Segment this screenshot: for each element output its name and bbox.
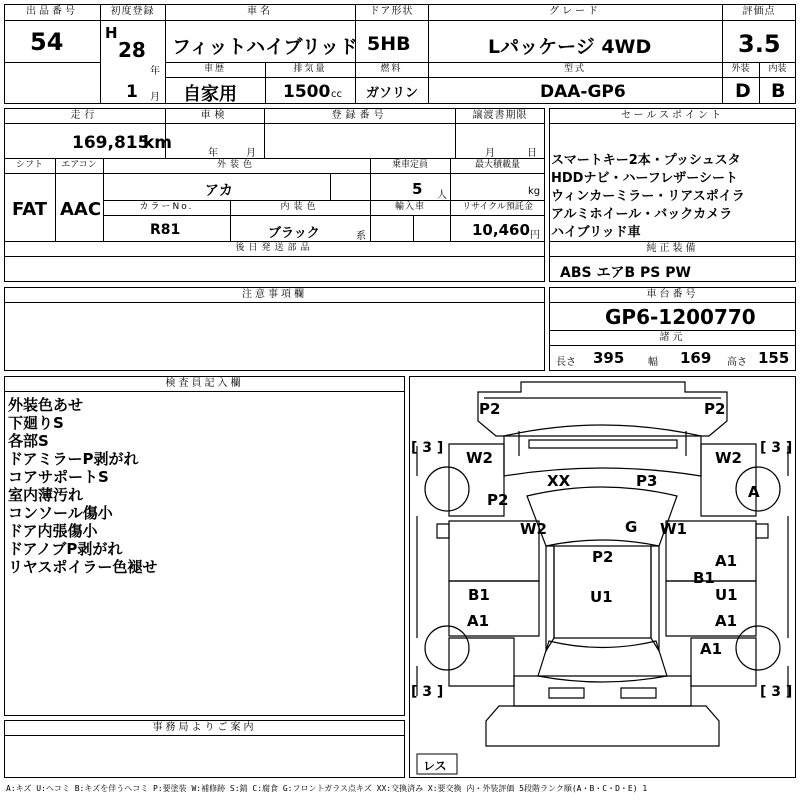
interior-grade: B xyxy=(771,80,786,102)
mark-right-rear-quarter: A1 xyxy=(715,612,738,630)
lot-number: 54 xyxy=(30,28,64,56)
tire-front-left: [ 3 ] xyxy=(411,440,444,456)
displacement-label: 排気量 xyxy=(293,64,327,74)
sales-line-4: アルミホイール・バックカメラ xyxy=(551,207,733,222)
car-name: フィットハイブリッド xyxy=(172,36,359,58)
mark-right-sill: B1 xyxy=(693,569,715,587)
month-unit: 月 xyxy=(150,92,160,103)
fuel: ガソリン xyxy=(366,86,419,101)
chassis-label: 車台番号 xyxy=(646,289,699,300)
int-color-unit: 系 xyxy=(356,231,366,242)
recycle-label: リサイクル預託金 xyxy=(462,202,533,212)
mileage-unit: km xyxy=(143,133,173,153)
sales-line-3: ウィンカーミラー・リアスポイラ xyxy=(551,189,745,204)
transfer-day: 日 xyxy=(527,148,537,159)
score-label: 評価点 xyxy=(742,6,776,17)
grade-label: グレード xyxy=(549,6,601,17)
exterior-grade: D xyxy=(735,80,751,102)
color-no-label: カラーNo. xyxy=(139,202,194,212)
ext-color: アカ xyxy=(205,183,233,199)
int-color-label: 内装色 xyxy=(280,202,320,212)
car-diagram xyxy=(409,376,796,778)
history-label: 車歴 xyxy=(203,64,226,74)
tire-front-left-value: 3 xyxy=(422,440,433,456)
inspector-line-2: 下廻りS xyxy=(8,414,64,432)
load-unit: kg xyxy=(528,186,541,197)
inspector-label: 検査員記入欄 xyxy=(165,378,244,389)
legend: A:キズ U:ヘコミ B:キズを伴うヘコミ P:要塗装 W:補修跡 S:錆 C:腐食 G:フロントガラス点キズ XX:交換済み X:要交換 内・外装評価 5段階ランク順(A・B・C・D・E) 1 xyxy=(6,784,648,793)
later-parts-label: 後日発送部品 xyxy=(235,243,314,253)
mark-pillar-left: W2 xyxy=(520,520,547,538)
ac-label: エアコン xyxy=(61,160,97,170)
car-name-label: 車名 xyxy=(247,6,273,17)
width-label: 幅 xyxy=(648,357,658,368)
ac: AAC xyxy=(60,199,102,220)
mark-front-left: P2 xyxy=(479,400,501,418)
shift: FAT xyxy=(12,199,48,220)
transfer-label: 譲渡書期限 xyxy=(472,110,528,121)
mark-right-rear-wheel: A1 xyxy=(700,640,723,658)
first-reg-label: 初度登録 xyxy=(110,6,155,17)
era: H xyxy=(105,24,118,42)
inspection-label: 車検 xyxy=(200,110,229,121)
displacement-unit: cc xyxy=(331,89,342,100)
tire-rear-left: [ 3 ] xyxy=(411,684,444,700)
inspection-year-unit: 年 xyxy=(208,148,218,159)
mark-wheel-right: A xyxy=(748,483,760,501)
sales-line-2: HDDナビ・ハーフレザーシート xyxy=(551,171,739,186)
ext-color-label: 外装色 xyxy=(216,160,256,170)
height-label: 高さ xyxy=(727,357,747,368)
interior-label: 内装 xyxy=(768,64,787,74)
load-label: 最大積載量 xyxy=(474,160,520,170)
mark-pillar-right: W1 xyxy=(660,520,687,538)
shift-label: シフト xyxy=(15,160,43,170)
mark-front-right: P2 xyxy=(704,400,726,418)
mark-roof: P2 xyxy=(592,548,614,566)
inspector-line-1: 外装色あせ xyxy=(8,396,84,414)
equipment-value: ABS エアB PS PW xyxy=(560,265,691,281)
model-label: 型式 xyxy=(563,64,586,74)
mileage-label: 走行 xyxy=(70,110,99,121)
sales-line-5: ハイブリッド車 xyxy=(551,225,641,240)
mark-left-rear-door: B1 xyxy=(468,586,490,604)
tire-front-right-value: 3 xyxy=(771,440,782,456)
mark-roof-rear: U1 xyxy=(590,588,613,606)
tire-rear-left-value: 3 xyxy=(422,684,433,700)
year-unit: 年 xyxy=(150,66,160,77)
door-label: ドア形状 xyxy=(369,6,414,17)
score: 3.5 xyxy=(738,30,781,58)
mark-right-front-door: A1 xyxy=(715,552,738,570)
history: 自家用 xyxy=(183,84,237,105)
notes-label: 注意事項欄 xyxy=(242,289,307,300)
transfer-month: 月 xyxy=(485,148,495,159)
length-label: 長さ xyxy=(556,357,576,368)
chassis-number: GP6-1200770 xyxy=(605,305,756,329)
inspector-line-6: 室内薄汚れ xyxy=(8,486,84,504)
reg-month: 1 xyxy=(126,82,138,102)
fuel-label: 燃料 xyxy=(380,64,403,74)
door-type: 5HB xyxy=(367,33,411,55)
tire-front-right: [ 3 ] xyxy=(760,440,793,456)
displacement: 1500 xyxy=(283,82,331,102)
sales-line-1: スマートキー2本・プッシュスタ xyxy=(551,153,741,168)
import-label: 輸入車 xyxy=(394,202,425,212)
mark-hood-left: XX xyxy=(547,472,571,490)
mark-left-rear-quarter: A1 xyxy=(467,612,490,630)
recycle-fee: 10,460 xyxy=(472,221,530,239)
spare-tire: レス xyxy=(423,759,447,773)
mark-left-front: P2 xyxy=(487,491,509,509)
inspector-line-9: ドアノブP剥がれ xyxy=(8,540,123,558)
height: 155 xyxy=(758,349,790,367)
model: DAA-GP6 xyxy=(540,82,626,102)
inspector-line-7: コンソール傷小 xyxy=(8,504,113,522)
tire-rear-right: [ 3 ] xyxy=(760,684,793,700)
exterior-label: 外装 xyxy=(731,64,750,74)
color-no: R81 xyxy=(150,222,181,238)
registration-label: 登録番号 xyxy=(331,110,388,121)
inspector-line-8: ドア内張傷小 xyxy=(8,522,98,540)
capacity-label: 乗車定員 xyxy=(391,160,428,170)
width: 169 xyxy=(680,349,712,367)
office-label: 事務局よりご案内 xyxy=(152,722,257,733)
dims-label: 諸元 xyxy=(659,332,686,343)
grade: Lパッケージ 4WD xyxy=(488,36,652,58)
lot-label: 出品番号 xyxy=(26,6,78,17)
tire-rear-right-value: 3 xyxy=(771,684,782,700)
inspector-line-10: リヤスポイラー色褪せ xyxy=(8,558,158,576)
sales-point-label: セールスポイント xyxy=(620,110,725,121)
reg-year: 28 xyxy=(118,38,146,62)
mark-fender-right: W2 xyxy=(715,449,742,467)
length: 395 xyxy=(593,349,625,367)
mark-hood-right: P3 xyxy=(636,472,658,490)
mark-windshield: G xyxy=(625,518,638,536)
mileage: 169,815 xyxy=(72,133,150,153)
capacity: 5 xyxy=(412,180,423,198)
inspector-line-5: コアサポートS xyxy=(8,468,109,486)
inspector-line-3: 各部S xyxy=(8,432,49,450)
int-color: ブラック xyxy=(268,226,320,241)
equipment-label: 純正装備 xyxy=(646,243,699,254)
mark-right-rear-door: U1 xyxy=(715,586,738,604)
inspection-month-unit: 月 xyxy=(246,148,256,159)
mark-fender-left: W2 xyxy=(466,449,493,467)
inspector-line-4: ドアミラーP剥がれ xyxy=(8,450,139,468)
capacity-unit: 人 xyxy=(437,190,447,201)
recycle-unit: 円 xyxy=(530,230,540,241)
